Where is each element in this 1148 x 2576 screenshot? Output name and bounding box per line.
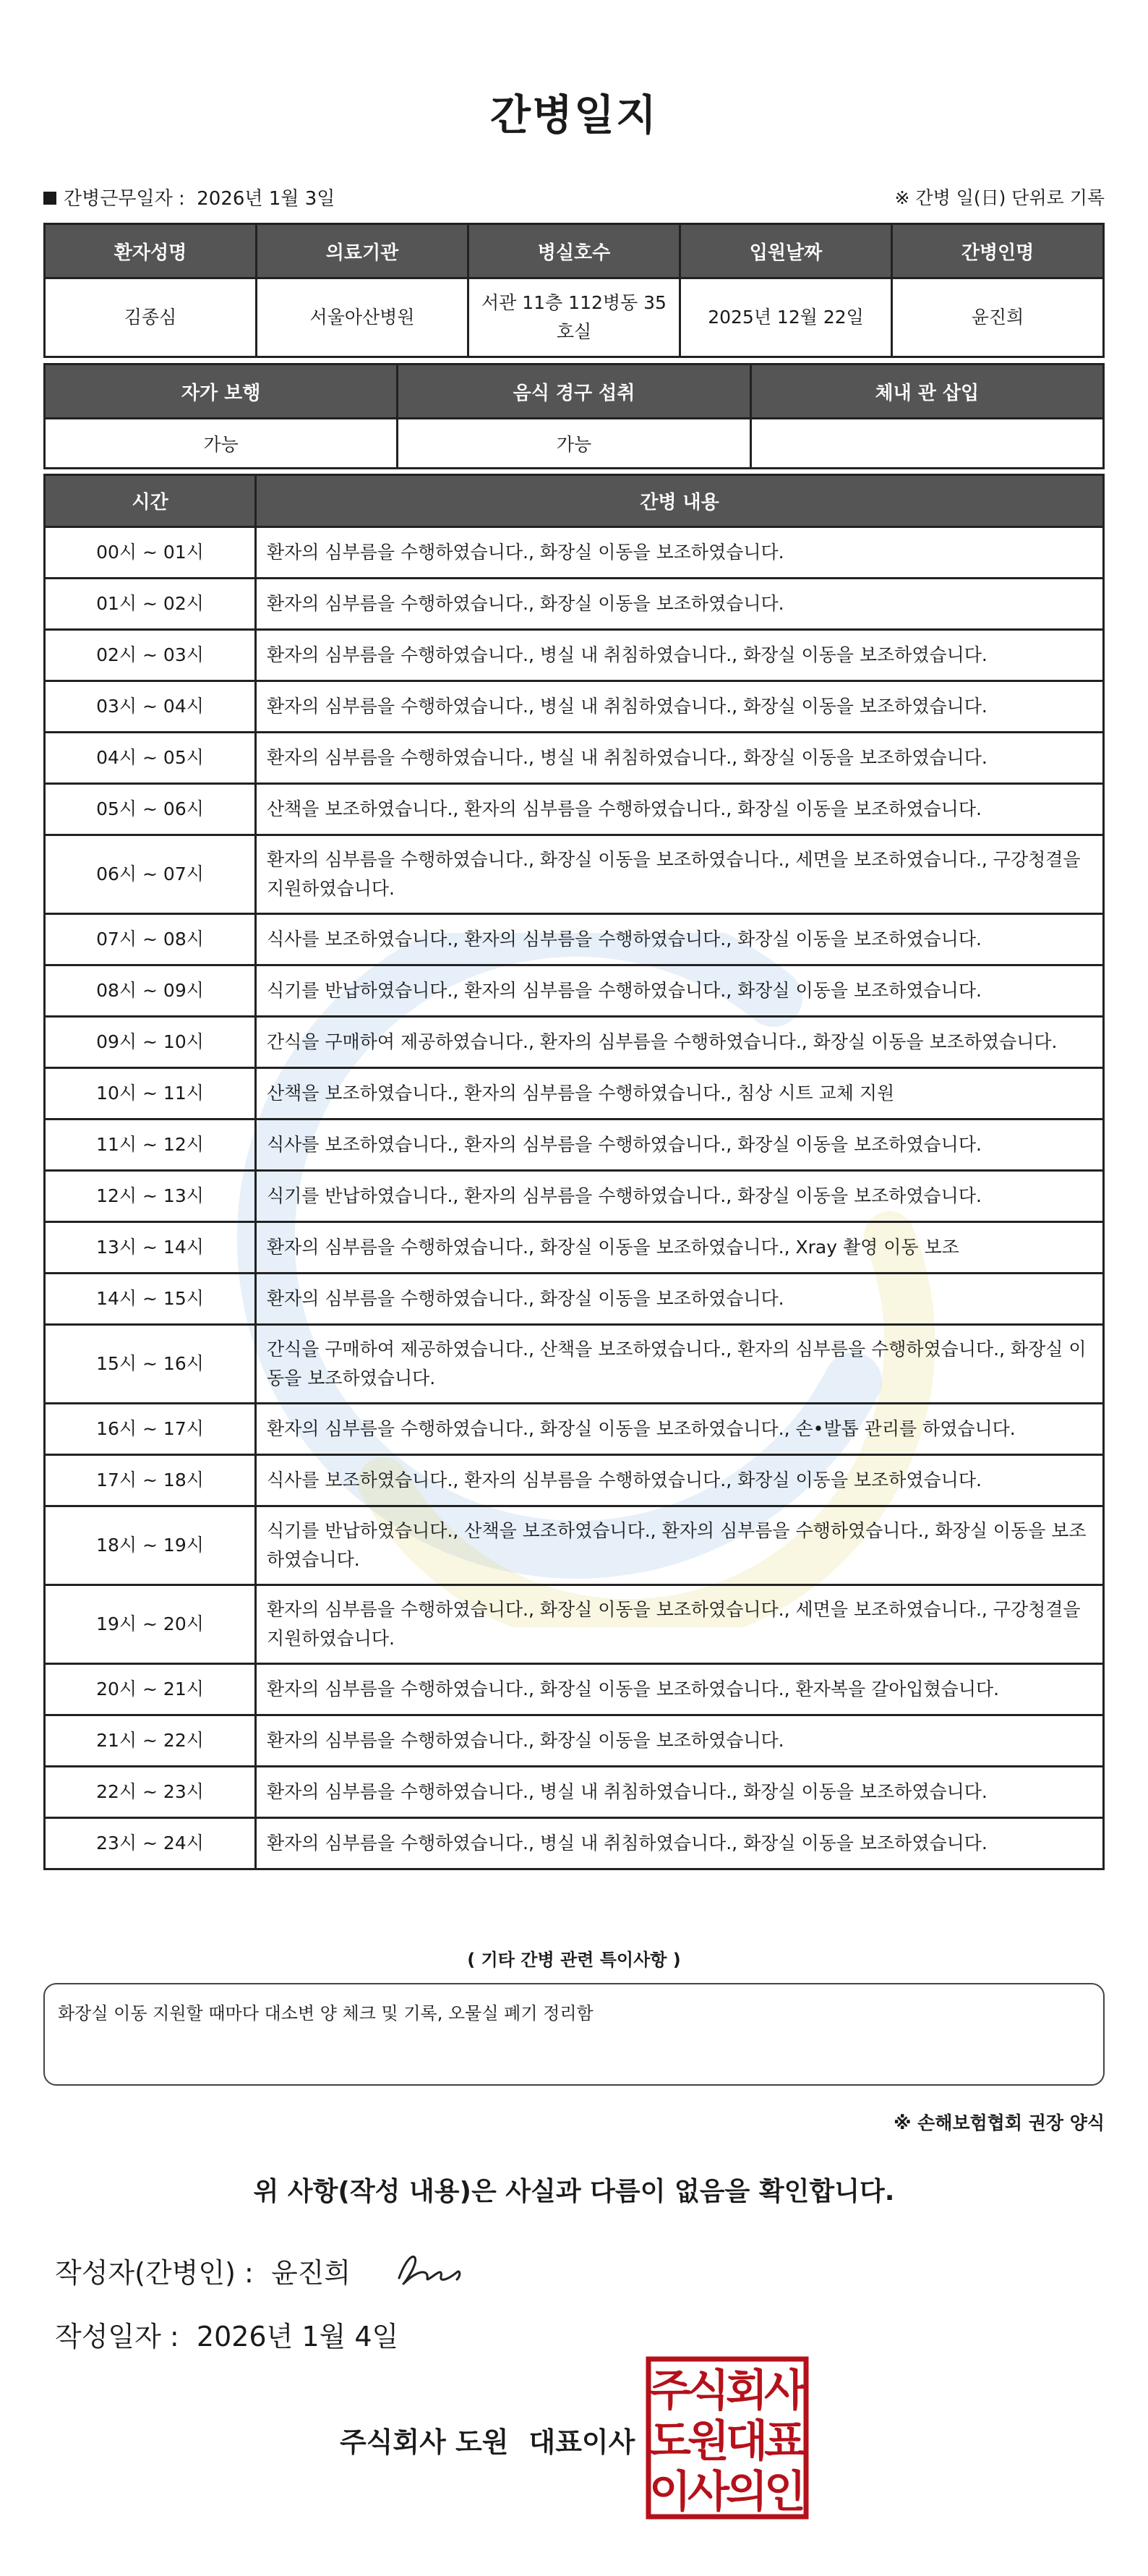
seal-character: 사: [687, 2467, 729, 2517]
log-content-cell: 환자의 심부름을 수행하였습니다., 병실 내 취침하였습니다., 화장실 이동을 보조하였습니다.: [256, 681, 1104, 733]
header-oral-intake: 음식 경구 섭취: [398, 364, 750, 419]
tube-insertion-value: [750, 419, 1103, 469]
log-content-cell: 식기를 반납하였습니다., 산책을 보조하였습니다., 환자의 심부름을 수행하였습니다., 화장실 이동을 보조하였습니다.: [256, 1506, 1104, 1585]
patient-status-table: [43, 363, 1105, 469]
hospital-name: 서울아산병원: [257, 278, 468, 357]
seal-character: 인: [764, 2467, 806, 2517]
log-content-cell: 환자의 심부름을 수행하였습니다., 병실 내 취침하였습니다., 화장실 이동을 보조하였습니다.: [256, 630, 1104, 681]
header-admission-date: 입원날짜: [680, 224, 892, 278]
header-tube-insertion: 체내 관 삽입: [750, 364, 1103, 419]
admission-date: 2025년 12월 22일: [680, 278, 892, 357]
table-row: [45, 579, 1104, 630]
table-row: [45, 1664, 1104, 1715]
room-number: 서관 11층 112병동 35호실: [468, 278, 680, 357]
seal-character: 회: [726, 2366, 768, 2416]
special-notes-content: 화장실 이동 지원할 때마다 대소변 양 체크 및 기록, 오물실 폐기 정리함: [58, 2003, 594, 2023]
log-time-cell: 18시 ~ 19시: [45, 1506, 256, 1585]
written-date-value: 2026년 1월 4일: [196, 2321, 399, 2353]
log-content-cell: 환자의 심부름을 수행하였습니다., 병실 내 취침하였습니다., 화장실 이동을 보조하였습니다.: [256, 733, 1104, 784]
writer-name: 윤진희: [270, 2257, 351, 2289]
log-content-cell: 환자의 심부름을 수행하였습니다., 병실 내 취침하였습니다., 화장실 이동을 보조하였습니다.: [256, 1767, 1104, 1818]
header-self-walking: 자가 보행: [45, 364, 398, 419]
daily-record-note: ※ 간병 일(日) 단위로 기록: [894, 187, 1105, 208]
seal-character: 도: [649, 2416, 691, 2467]
log-content-cell: 환자의 심부름을 수행하였습니다., 화장실 이동을 보조하였습니다.: [256, 1274, 1104, 1325]
log-content-cell: 환자의 심부름을 수행하였습니다., 화장실 이동을 보조하였습니다., 환자복을 갈아입혔습니다.: [256, 1664, 1104, 1715]
seal-character: 의: [726, 2467, 768, 2517]
table-row: [45, 914, 1104, 965]
log-time-cell: 14시 ~ 15시: [45, 1274, 256, 1325]
header-care-content: 간병 내용: [256, 475, 1104, 527]
log-time-cell: 00시 ~ 01시: [45, 527, 256, 579]
recommended-form-note: ※ 손해보험협회 권장 양식: [894, 2112, 1105, 2133]
log-time-cell: 06시 ~ 07시: [45, 835, 256, 914]
written-date-label: 작성일자: [55, 2321, 161, 2353]
work-date-line: 간병근무일자 : 2026년 1월 3일: [43, 184, 335, 210]
log-content-cell: 식사를 보조하였습니다., 환자의 심부름을 수행하였습니다., 화장실 이동을 보조하였습니다.: [256, 1455, 1104, 1506]
log-time-cell: 23시 ~ 24시: [45, 1818, 256, 1869]
log-content-cell: 환자의 심부름을 수행하였습니다., 화장실 이동을 보조하였습니다.: [256, 1715, 1104, 1767]
self-walking-value: 가능: [45, 419, 398, 469]
oral-intake-value: 가능: [398, 419, 750, 469]
table-row: [45, 965, 1104, 1017]
log-time-cell: 17시 ~ 18시: [45, 1455, 256, 1506]
seal-character: 대: [726, 2416, 768, 2467]
table-row: [45, 630, 1104, 681]
care-log-table: [43, 474, 1105, 1870]
writer-label: 작성자(간병인): [55, 2257, 236, 2289]
log-time-cell: 19시 ~ 20시: [45, 1585, 256, 1664]
representative-title: 대표이사: [528, 2426, 635, 2458]
log-time-cell: 01시 ~ 02시: [45, 579, 256, 630]
written-date-row: 작성일자 : 2026년 1월 4일: [55, 2321, 399, 2353]
table-row: [45, 1119, 1104, 1171]
log-time-cell: 22시 ~ 23시: [45, 1767, 256, 1818]
table-row: [45, 733, 1104, 784]
log-time-cell: 03시 ~ 04시: [45, 681, 256, 733]
seal-character: 주: [649, 2366, 691, 2416]
signature-icon: [390, 2248, 470, 2291]
log-time-cell: 05시 ~ 06시: [45, 784, 256, 835]
page-title: 간병일지: [489, 90, 659, 140]
log-time-cell: 10시 ~ 11시: [45, 1068, 256, 1119]
table-row: [45, 1068, 1104, 1119]
patient-info-table: [43, 223, 1105, 358]
log-time-cell: 02시 ~ 03시: [45, 630, 256, 681]
table-row: [45, 1455, 1104, 1506]
log-content-cell: 환자의 심부름을 수행하였습니다., 화장실 이동을 보조하였습니다., 손•발톱 관리를 하였습니다.: [256, 1404, 1104, 1455]
seal-character: 표: [764, 2416, 806, 2467]
table-row: [45, 1585, 1104, 1664]
log-content-cell: 식사를 보조하였습니다., 환자의 심부름을 수행하였습니다., 화장실 이동을 보조하였습니다.: [256, 914, 1104, 965]
log-content-cell: 식기를 반납하였습니다., 환자의 심부름을 수행하였습니다., 화장실 이동을 보조하였습니다.: [256, 965, 1104, 1017]
log-time-cell: 12시 ~ 13시: [45, 1171, 256, 1222]
log-content-cell: 환자의 심부름을 수행하였습니다., 화장실 이동을 보조하였습니다.: [256, 579, 1104, 630]
work-date-value: 2026년 1월 3일: [197, 188, 335, 210]
seal-character: 원: [687, 2416, 729, 2467]
header-patient-name: 환자성명: [45, 224, 257, 278]
table-row: [45, 1274, 1104, 1325]
writer-row: 작성자(간병인) : 윤진희: [55, 2257, 351, 2289]
table-row: [45, 1506, 1104, 1585]
table-row: [45, 1715, 1104, 1767]
log-content-cell: 식기를 반납하였습니다., 환자의 심부름을 수행하였습니다., 화장실 이동을 보조하였습니다.: [256, 1171, 1104, 1222]
work-date-label: 간병근무일자: [64, 188, 173, 210]
log-content-cell: 산책을 보조하였습니다., 환자의 심부름을 수행하였습니다., 침상 시트 교체 지원: [256, 1068, 1104, 1119]
patient-name: 김종심: [45, 278, 257, 357]
seal-character: 이: [649, 2467, 691, 2517]
log-time-cell: 15시 ~ 16시: [45, 1325, 256, 1404]
table-row: [45, 784, 1104, 835]
square-bullet-icon: [43, 192, 56, 205]
log-time-cell: 09시 ~ 10시: [45, 1017, 256, 1068]
log-content-cell: 환자의 심부름을 수행하였습니다., 화장실 이동을 보조하였습니다.: [256, 527, 1104, 579]
table-row: [45, 1325, 1104, 1404]
log-time-cell: 21시 ~ 22시: [45, 1715, 256, 1767]
confirmation-statement: 위 사항(작성 내용)은 사실과 다름이 없음을 확인합니다.: [253, 2177, 895, 2206]
log-content-cell: 환자의 심부름을 수행하였습니다., 병실 내 취침하였습니다., 화장실 이동을 보조하였습니다.: [256, 1818, 1104, 1869]
table-row: [45, 527, 1104, 579]
table-row: [45, 681, 1104, 733]
log-content-cell: 산책을 보조하였습니다., 환자의 심부름을 수행하였습니다., 화장실 이동을 보조하였습니다.: [256, 784, 1104, 835]
log-content-cell: 식사를 보조하였습니다., 환자의 심부름을 수행하였습니다., 화장실 이동을 보조하였습니다.: [256, 1119, 1104, 1171]
special-notes-box: [43, 1983, 1105, 2086]
table-row: [45, 1767, 1104, 1818]
table-row: [45, 1404, 1104, 1455]
company-line: [340, 2420, 635, 2460]
log-content-cell: 간식을 구매하여 제공하였습니다., 환자의 심부름을 수행하였습니다., 화장실 이동을 보조하였습니다.: [256, 1017, 1104, 1068]
log-time-cell: 16시 ~ 17시: [45, 1404, 256, 1455]
seal-character: 식: [687, 2366, 729, 2416]
special-notes-title: ( 기타 간병 관련 특이사항 ): [467, 1950, 681, 1970]
log-time-cell: 11시 ~ 12시: [45, 1119, 256, 1171]
table-row: [45, 1222, 1104, 1274]
log-time-cell: 07시 ~ 08시: [45, 914, 256, 965]
table-row: [45, 1171, 1104, 1222]
log-content-cell: 환자의 심부름을 수행하였습니다., 화장실 이동을 보조하였습니다., 세면을 보조하였습니다., 구강청결을 지원하였습니다.: [256, 1585, 1104, 1664]
log-content-cell: 환자의 심부름을 수행하였습니다., 화장실 이동을 보조하였습니다., Xray 촬영 이동 보조: [256, 1222, 1104, 1274]
table-row: [45, 1818, 1104, 1869]
header-room: 병실호수: [468, 224, 680, 278]
log-time-cell: 04시 ~ 05시: [45, 733, 256, 784]
log-time-cell: 20시 ~ 21시: [45, 1664, 256, 1715]
header-time: 시간: [45, 475, 256, 527]
log-time-cell: 13시 ~ 14시: [45, 1222, 256, 1274]
seal-character: 사: [764, 2366, 806, 2416]
company-seal-icon: [646, 2356, 809, 2520]
company-name: 주식회사 도원: [340, 2426, 509, 2458]
table-row: [45, 1017, 1104, 1068]
header-hospital: 의료기관: [257, 224, 468, 278]
caregiver-name: 윤진희: [892, 278, 1104, 357]
care-log-body: [45, 527, 1104, 1869]
log-time-cell: 08시 ~ 09시: [45, 965, 256, 1017]
log-content-cell: 환자의 심부름을 수행하였습니다., 화장실 이동을 보조하였습니다., 세면을 보조하였습니다., 구강청결을 지원하였습니다.: [256, 835, 1104, 914]
header-caregiver-name: 간병인명: [892, 224, 1104, 278]
log-content-cell: 간식을 구매하여 제공하였습니다., 산책을 보조하였습니다., 환자의 심부름을 수행하였습니다., 화장실 이동을 보조하였습니다.: [256, 1325, 1104, 1404]
table-row: [45, 835, 1104, 914]
